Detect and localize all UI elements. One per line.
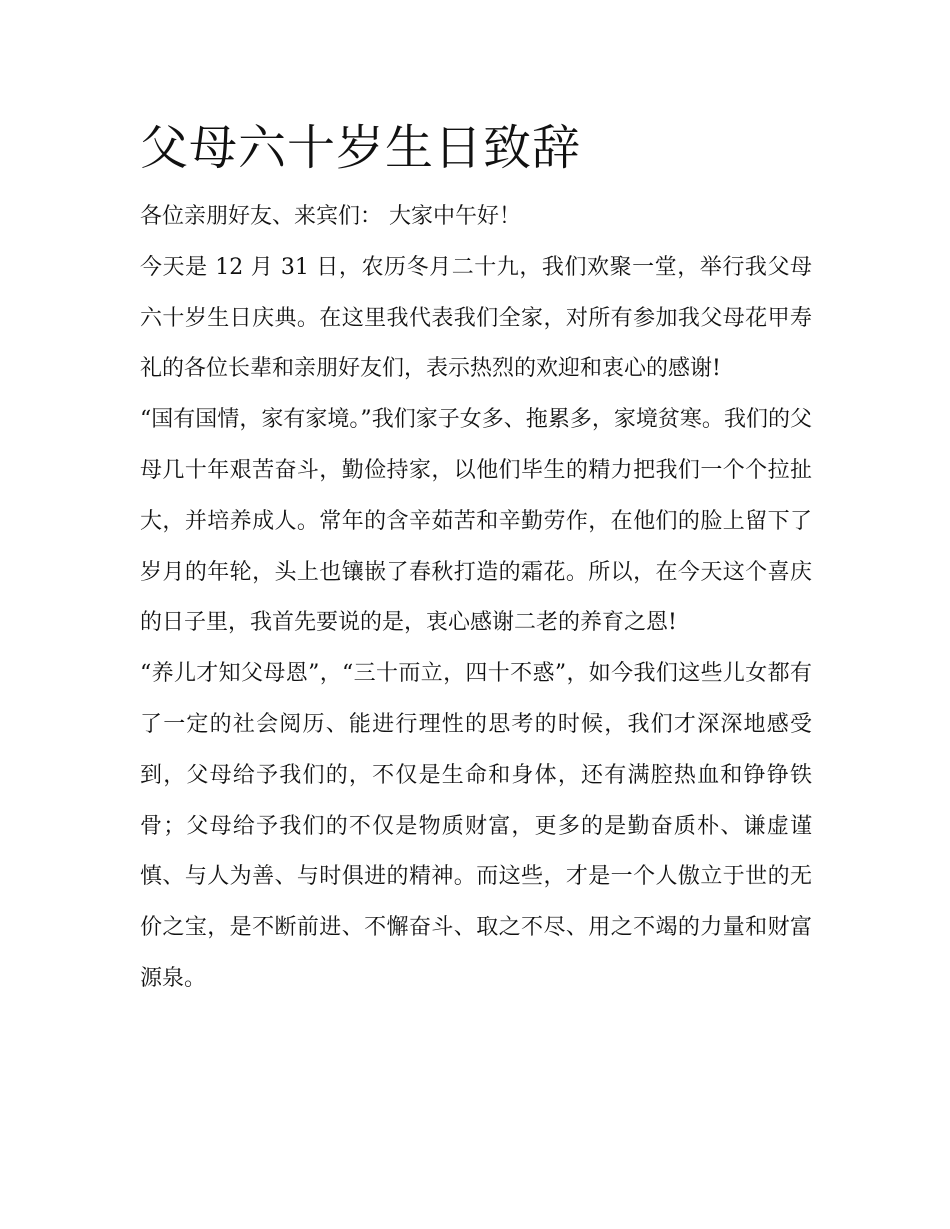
- document-page: [140, 110, 812, 1005]
- paragraph-reflection: “养儿才知父母恩”，“三十而立，四十不惑”，如今我们这些儿女都有了一定的社会阅历、能进行理性的思考的时候，我们才深深地感受到，父母给予我们的，不仅是生命和身体，还有满腔热血和铮铮铁骨；父母给予我们的不仅是物质财富，更多的是勤奋质朴、谦虚谨慎、与人为善、与时俱进的精神。而这些，才是一个人傲立于世的无价之宝，是不断前进、不懈奋斗、取之不尽、用之不竭的力量和财富源泉。: [140, 661, 812, 991]
- document-title: 父母六十岁生日致辞: [140, 120, 582, 176]
- paragraph-welcome: 今天是 12 月 31 日，农历冬月二十九，我们欢聚一堂，举行我父母六十岁生日庆典。在这里我代表我们全家，对所有参加我父母花甲寿礼的各位长辈和亲朋好友们，表示热烈的欢迎和衷心的感谢!: [140, 254, 812, 382]
- paragraph-gratitude: “国有国情，家有家境。”我们家子女多、拖累多，家境贫寒。我们的父母几十年艰苦奋斗，勤俭持家，以他们毕生的精力把我们一个个拉扯大，并培养成人。常年的含辛茹苦和辛勤劳作，在他们的脸上留下了岁月的年轮，头上也镶嵌了春秋打造的霜花。所以，在今天这个喜庆的日子里，我首先要说的是，衷心感谢二老的养育之恩!: [140, 407, 812, 636]
- document-body: [140, 192, 812, 1005]
- paragraph-greeting: 各位亲朋好友、来宾们： 大家中午好！: [140, 204, 521, 229]
